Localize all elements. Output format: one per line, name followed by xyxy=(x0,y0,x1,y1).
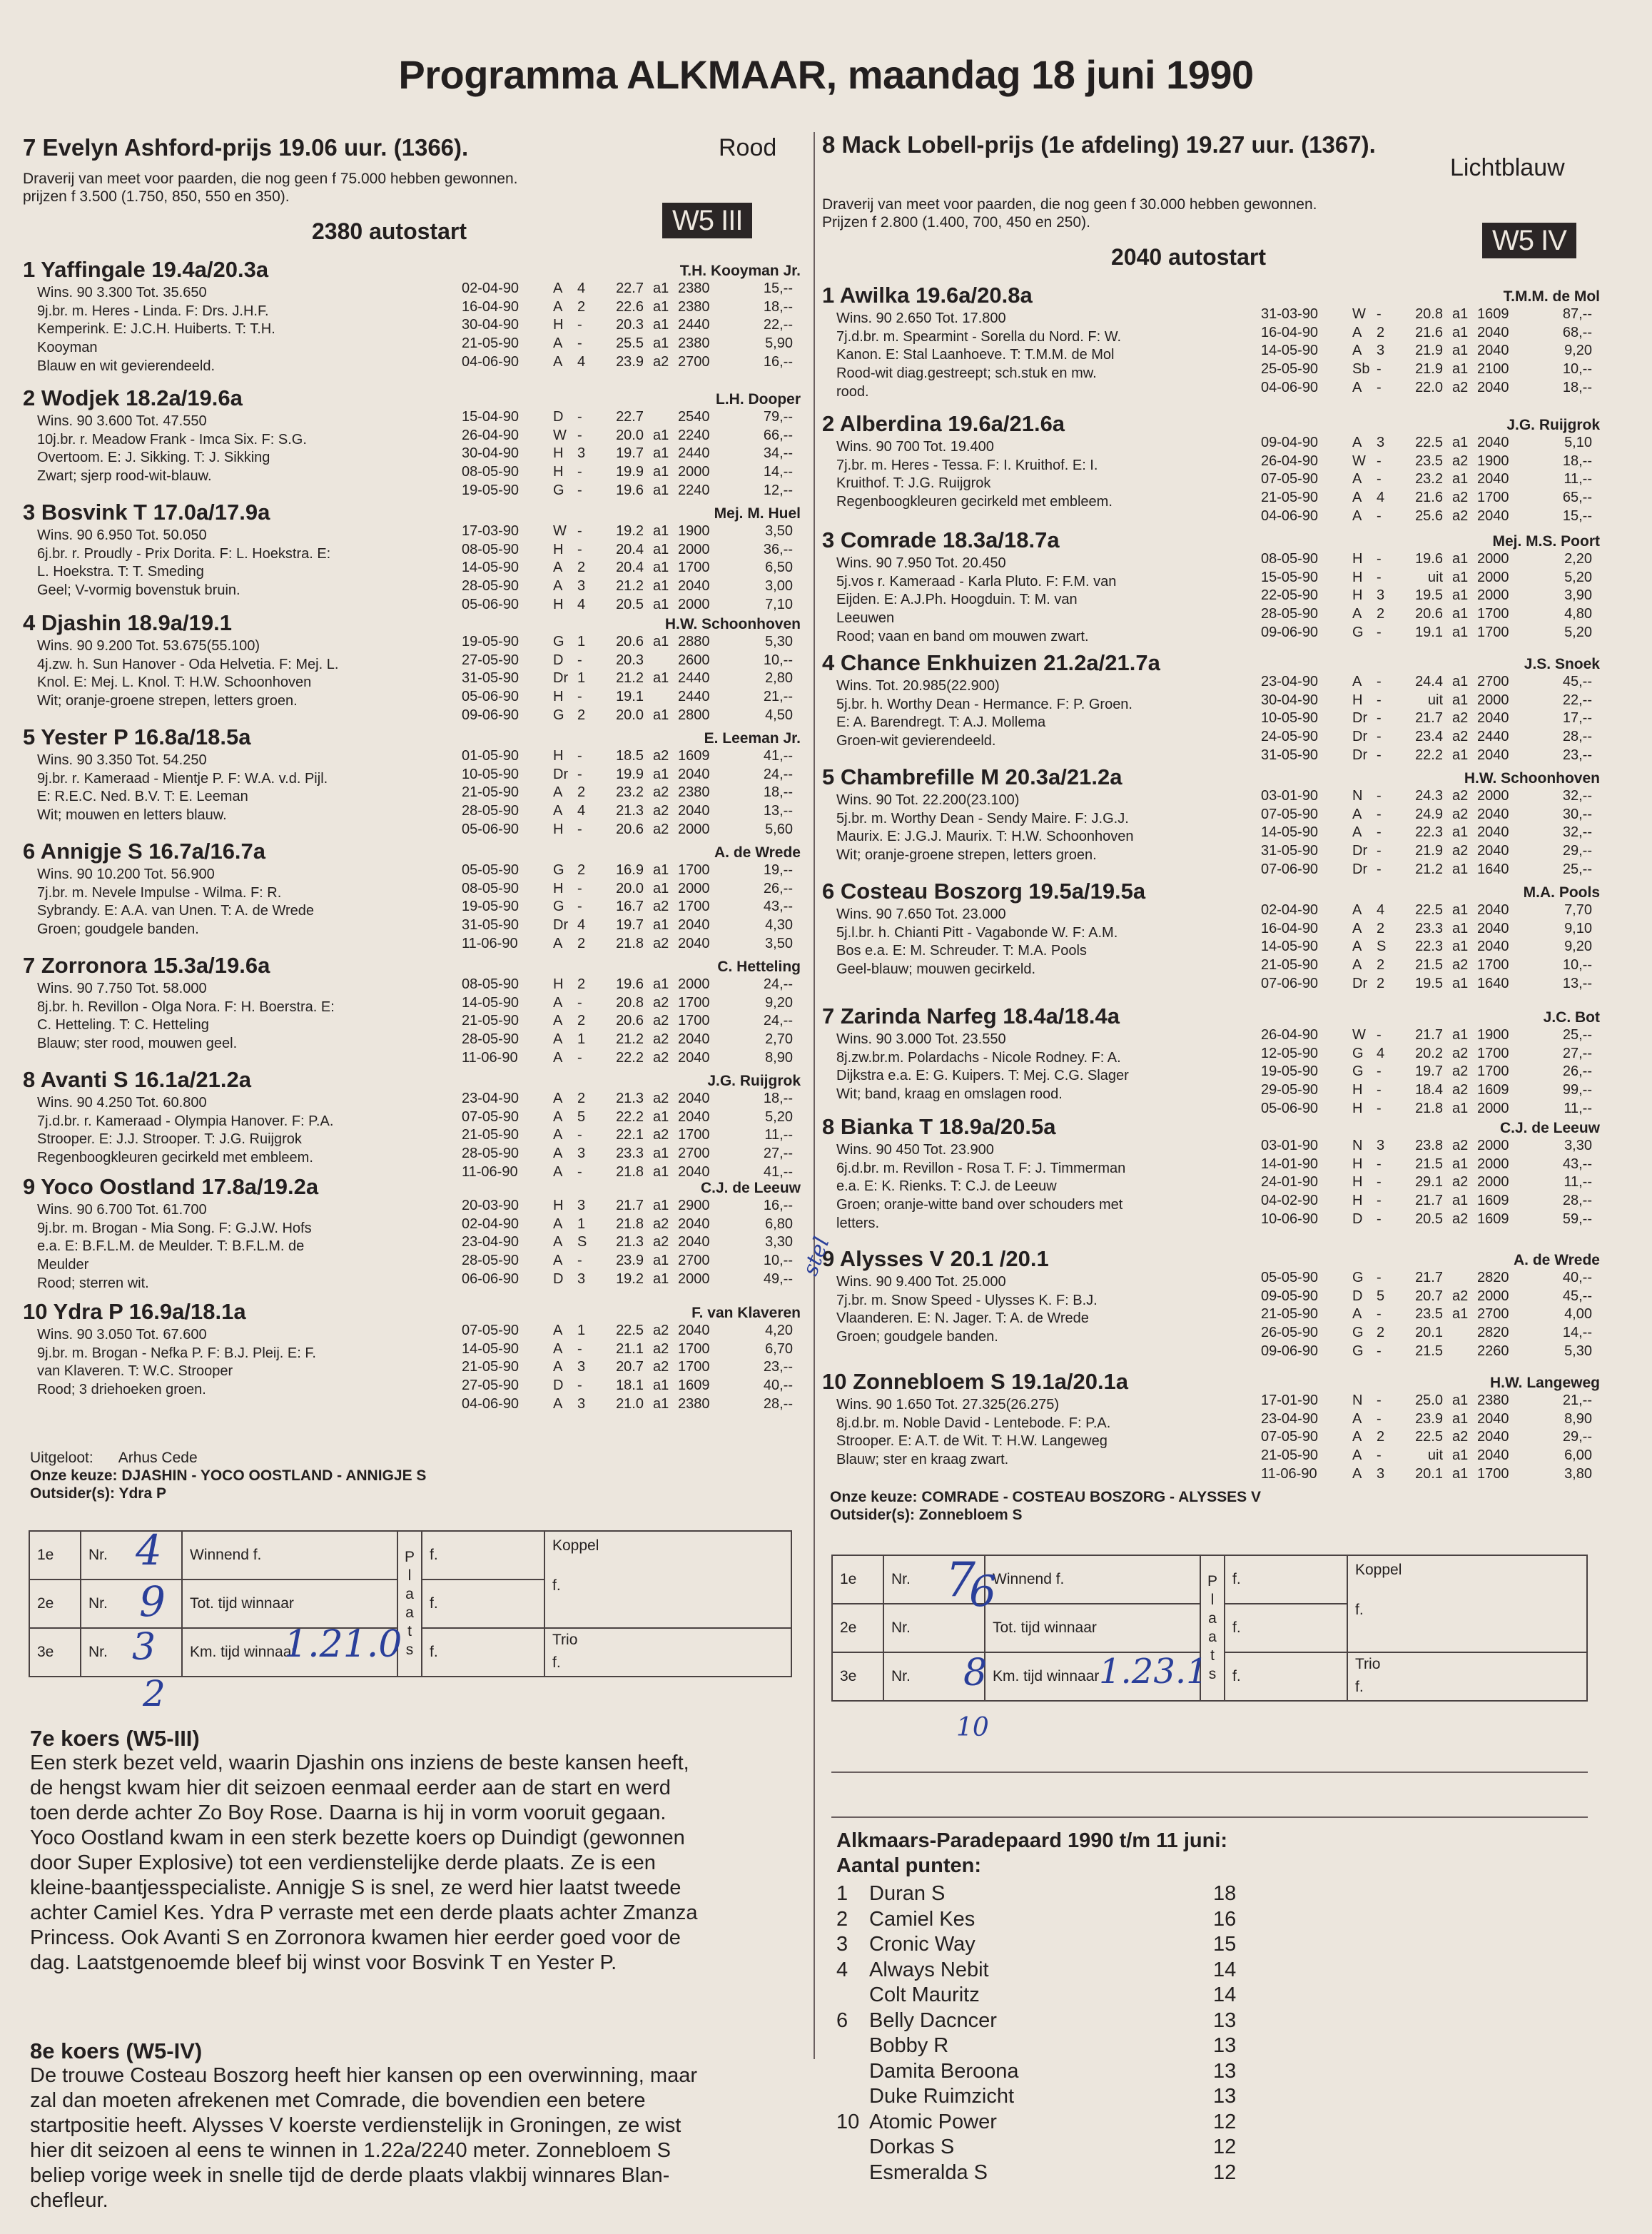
koppel-cell[interactable]: Koppel f. xyxy=(544,1531,791,1628)
handwritten-3rd-race-8: 8 xyxy=(963,1652,988,1694)
koers-8-text: De trouwe Costeau Boszorg heeft hier kansen op een overwinning, maar zal dan moeten afrekenen met Comrade, die bovendien een betere startpositie heeft. Alysses V koerste verdienstelijk in Groningen, ze wist hier dit seizoen al eens te winnen in 1.22a/2240 meter. Zonnebloem S beliep vorige week in snelle tijd de derde plaats vlakbij winnares Blan- chefleur. xyxy=(30,2064,697,2212)
horse-name: 8 Bianka T 18.9a/20.5a xyxy=(822,1114,1056,1139)
parade-rank: 10 xyxy=(836,2110,860,2133)
horse-trainer: J.S. Snoek xyxy=(1524,656,1600,672)
race-distance: 2040 autostart xyxy=(1111,244,1266,270)
parade-rank: 2 xyxy=(836,1907,848,1931)
nr-label[interactable]: Nr. xyxy=(81,1628,182,1677)
race-8-picks xyxy=(830,1488,1261,1524)
horse-details: Wins. 90 700 Tot. 19.400 7j.br. m. Heres - Tessa. F: I. Kruithof. E: I. Kruithof. T: J.G. Ruijgrok Regenboogkleuren gecirkeld met embleem. xyxy=(836,439,1113,510)
horse-entry: 7 Zarinda Narfeg 18.4a/18.4a J.C. Bot Wins. 90 3.000 Tot. 23.550 8j.zw.br.m. Polardachs - Nicole Rodney. F: A. Dijkstra e.a. E: G. Kuipers. T: Mej. C.G. Slager Wit; band, kraag en omslagen rood. 26-04-90 W - 21.7 a1 1900 25,-- 12-05-90 G 4 20.2 a2 1700 27,-- 19-05-90 G - 19.7 a2 1700 26,-- 29-05-90 H - 18.4 a2 1609 99,-- 05-06-90 H - 21.8 a1 2000 11,-- xyxy=(822,1004,1600,1116)
parade-horse-name: Duran S xyxy=(869,1882,946,1905)
parade-rank: 3 xyxy=(836,1933,848,1956)
parade-horse-name: Always Nebit xyxy=(869,1958,989,1981)
parade-horse-name: Atomic Power xyxy=(869,2110,997,2133)
horse-trainer: H.W. Langeweg xyxy=(1489,1375,1600,1391)
outsiders: Outsider(s): Zonnebloem S xyxy=(830,1507,1023,1523)
horse-entry: 10 Zonnebloem S 19.1a/20.1a H.W. Langeweg Wins. 90 1.650 Tot. 27.325(26.275) 8j.d.br. m. Noble David - Lentebode. F: P.A. Strooper. E: A.T. de Wit. T: H.W. Langeweg Blauw; ster en kraag zwart. 17-01-90 N - 25.0 a1 2380 21,-- 23-04-90 A - 23.9 a1 2040 8,90 07-05-90 A 2 22.5 a2 2040 29,-- 21-05-90 A - uit a1 2040 6,00 11-06-90 A 3 20.1 a1 1700 3,80 xyxy=(822,1369,1600,1482)
horse-trainer: F. van Klaveren xyxy=(691,1305,801,1321)
parade-subtitle: Aantal punten: xyxy=(836,1854,981,1877)
horse-trainer: E. Leeman Jr. xyxy=(704,730,801,747)
horse-entry: 9 Yoco Oostland 17.8a/19.2a C.J. de Leeuw Wins. 90 6.700 Tot. 61.700 9j.br. m. Brogan - Mia Song. F: G.J.W. Hofs e.a. E: B.F.L.M. de Meulder. T: B.F.L.M. de Meulder Rood; sterren wit. 20-03-90 H 3 21.7 a1 2900 16,-- 02-04-90 A 1 21.8 a2 2040 6,80 23-04-90 A S 21.3 a2 2040 3,30 28-05-90 A - 23.9 a1 2700 10,-- 06-06-90 D 3 19.2 a1 2000 49,-- xyxy=(23,1174,801,1299)
plaats-label: Plaats xyxy=(1200,1555,1225,1701)
race-class-badge: W5 IV xyxy=(1482,223,1576,258)
horse-name: 6 Annigje S 16.7a/16.7a xyxy=(23,839,266,864)
parade-horse-name: Duke Ruimzicht xyxy=(869,2085,1015,2108)
horse-details: Wins. 90 Tot. 22.200(23.100) 5j.br. m. Worthy Dean - Sendy Maire. F: J.G.J. Maurix. E: J.G.J. Maurix. T: H.W. Schoonhoven Wit; oranje-groene strepen, letters groen. xyxy=(836,792,1134,864)
horse-trainer: J.G. Ruijgrok xyxy=(1506,417,1600,433)
horse-entry: 5 Yester P 16.8a/18.5a E. Leeman Jr. Wins. 90 3.350 Tot. 54.250 9j.br. r. Kameraad - Mientje P. F: W.A. v.d. Pijl. E: R.E.C. Ned. B.V. T: E. Leeman Wit; mouwen en letters blauw. 01-05-90 H - 18.5 a2 1609 41,-- 10-05-90 Dr - 19.9 a1 2040 24,-- 21-05-90 A 2 23.2 a2 2380 18,-- 28-05-90 A 4 21.3 a2 2040 13,-- 05-06-90 H - 20.6 a2 2000 5,60 xyxy=(23,724,801,837)
horse-details: Wins. 90 4.250 Tot. 60.800 7j.d.br. r. Kameraad - Olympia Hanover. F: P.A. Strooper. E: J.J. Strooper. T: J.G. Ruijgrok Regenboogkleuren gecirkeld met embleem. xyxy=(37,1095,334,1166)
horse-name: 4 Djashin 18.9a/19.1 xyxy=(23,610,232,635)
race-color: Rood xyxy=(719,134,777,161)
parade-rank: 4 xyxy=(836,1958,848,1981)
horse-name: 9 Yoco Oostland 17.8a/19.2a xyxy=(23,1174,319,1199)
plaats-f-2[interactable]: f. xyxy=(422,1580,544,1628)
place-1-label: 1e xyxy=(29,1531,81,1580)
horse-details: Wins. 90 450 Tot. 23.900 6j.d.br. m. Revillon - Rosa T. F: J. Timmerman e.a. E: K. Rienks. T: C.J. de Leeuw Groen; oranje-witte band over schouders met letters. xyxy=(836,1142,1126,1231)
horse-trainer: A. de Wrede xyxy=(714,844,801,861)
horse-entry: 6 Annigje S 16.7a/16.7a A. de Wrede Wins. 90 10.200 Tot. 56.900 7j.br. m. Nevele Impulse - Wilma. F: R. Sybrandy. E: A.A. van Unen. T: A. de Wrede Groen; goudgele banden. 05-05-90 G 2 16.9 a1 1700 19,-- 08-05-90 H - 20.0 a1 2000 26,-- 19-05-90 G - 16.7 a2 1700 43,-- 31-05-90 Dr 4 19.7 a1 2040 4,30 11-06-90 A 2 21.8 a2 2040 3,50 xyxy=(23,839,801,951)
page-title: Programma ALKMAAR, maandag 18 juni 1990 xyxy=(398,52,1254,97)
race-conditions: Draverij van meet voor paarden, die nog geen f 75.000 hebben gewonnen. prijzen f 3.500 (1.750, 850, 550 en 350). xyxy=(23,171,518,205)
race-conditions: Draverij van meet voor paarden, die nog geen f 30.000 hebben gewonnen. Prijzen f 2.800 (1.400, 700, 450 en 250). xyxy=(822,196,1317,231)
horse-name: 7 Zarinda Narfeg 18.4a/18.4a xyxy=(822,1004,1120,1028)
parade-points: 12 xyxy=(1213,2136,1237,2158)
horse-name: 5 Chambrefille M 20.3a/21.2a xyxy=(822,764,1123,789)
handwritten-margin-note: stel xyxy=(798,1233,835,1279)
trio-cell[interactable]: Trio f. xyxy=(544,1628,791,1677)
horse-trainer: J.C. Bot xyxy=(1543,1009,1600,1026)
plaats-f-3[interactable]: f. xyxy=(1225,1652,1347,1701)
parade-points: 18 xyxy=(1213,1882,1237,1905)
horse-entry: 10 Ydra P 16.9a/18.1a F. van Klaveren Wins. 90 3.050 Tot. 67.600 9j.br. m. Brogan - Nefka P. F: B.J. Pleij. E: F. van Klaveren. T: W.C. Strooper Rood; 3 driehoeken groen. 07-05-90 A 1 22.5 a2 2040 4,20 14-05-90 A - 21.1 a2 1700 6,70 21-05-90 A 3 20.7 a2 1700 23,-- 27-05-90 D - 18.1 a1 1609 40,-- 04-06-90 A 3 21.0 a1 2380 28,-- xyxy=(23,1299,801,1412)
plaats-label: Plaats xyxy=(397,1531,422,1677)
horse-details: Wins. 90 6.700 Tot. 61.700 9j.br. m. Brogan - Mia Song. F: G.J.W. Hofs e.a. E: B.F.L.M. de Meulder. T: B.F.L.M. de Meulder Rood; sterren wit. xyxy=(37,1202,312,1291)
plaats-f-3[interactable]: f. xyxy=(422,1628,544,1677)
parade-horse-name: Damita Beroona xyxy=(869,2059,1019,2083)
horse-trainer: Mej. M.S. Poort xyxy=(1492,533,1600,550)
horse-name: 1 Yaffingale 19.4a/20.3a xyxy=(23,257,269,282)
horse-details: Wins. Tot. 20.985(22.900) 5j.br. h. Worthy Dean - Hermance. F: P. Groen. E: A. Barendregt. T: A.J. Mollema Groen-wit gevierendeeld. xyxy=(836,678,1132,749)
parade-title: Alkmaars-Paradepaard 1990 t/m 11 juni: xyxy=(836,1829,1228,1852)
result-table-race-8 xyxy=(831,1555,1588,1702)
horse-details: Wins. 90 3.300 Tot. 35.650 9j.br. m. Heres - Linda. F: Drs. J.H.F. Kemperink. E: J.C.H. Huiberts. T: T.H. Kooyman Blauw en wit gevierendeeld. xyxy=(37,285,275,374)
parade-points: 13 xyxy=(1213,2085,1237,2108)
horse-trainer: A. de Wrede xyxy=(1514,1252,1600,1268)
horse-trainer: C. Hetteling xyxy=(717,959,801,975)
parade-horse-name: Esmeralda S xyxy=(869,2160,988,2184)
parade-points: 15 xyxy=(1213,1933,1237,1956)
koers-8-title: 8e koers (W5-IV) xyxy=(30,2038,203,2063)
outsiders: Outsider(s): Ydra P xyxy=(30,1485,166,1502)
winnend-label[interactable]: Winnend f. xyxy=(985,1555,1200,1604)
tot-tijd-label[interactable]: Tot. tijd winnaar xyxy=(182,1580,397,1628)
horse-entry: 6 Costeau Boszorg 19.5a/19.5a M.A. Pools Wins. 90 7.650 Tot. 23.000 5j.l.br. h. Chianti Pitt - Vagabonde W. F: A.M. Bos e.a. E: M. Schreuder. T: M.A. Pools Geel-blauw; mouwen gecirkeld. 02-04-90 A 4 22.5 a1 2040 7,70 16-04-90 A 2 23.3 a1 2040 9,10 14-05-90 A S 22.3 a1 2040 9,20 21-05-90 A 2 21.5 a2 1700 10,-- 07-06-90 Dr 2 19.5 a1 1640 13,-- xyxy=(822,879,1600,991)
race-distance: 2380 autostart xyxy=(312,218,467,244)
horse-entry: 3 Comrade 18.3a/18.7a Mej. M.S. Poort Wins. 90 7.950 Tot. 20.450 5j.vos r. Kameraad - Karla Pluto. F: F.M. van Eijden. E: A.J.Ph. Hoogduin. T: M. van Leeuwen Rood; vaan en band om mouwen zwart. 08-05-90 H - 19.6 a1 2000 2,20 15-05-90 H - uit a1 2000 5,20 22-05-90 H 3 19.5 a1 2000 3,90 28-05-90 A 2 20.6 a1 1700 4,80 09-06-90 G - 19.1 a1 1700 5,20 xyxy=(822,527,1600,650)
handwritten-time-race-8: 1.23.1 xyxy=(1099,1652,1208,1692)
place-3-label: 3e xyxy=(29,1628,81,1677)
horse-details: Wins. 90 1.650 Tot. 27.325(26.275) 8j.d.br. m. Noble David - Lentebode. F: P.A. Strooper. E: A.T. de Wit. T: H.W. Langeweg Blauw; ster en kraag zwart. xyxy=(836,1397,1111,1468)
parade-horse-name: Dorkas S xyxy=(869,2136,955,2158)
tot-tijd-label[interactable]: Tot. tijd winnaar xyxy=(985,1604,1200,1652)
nr-label[interactable]: Nr. xyxy=(883,1652,985,1701)
place-2-label: 2e xyxy=(29,1580,81,1628)
horse-entry: 4 Chance Enkhuizen 21.2a/21.7a J.S. Snoek Wins. Tot. 20.985(22.900) 5j.br. h. Worthy Dean - Hermance. F: P. Groen. E: A. Barendregt. T: A.J. Mollema Groen-wit gevierendeeld. 23-04-90 A - 24.4 a1 2700 45,-- 30-04-90 H - uit a1 2000 22,-- 10-05-90 Dr - 21.7 a2 2040 17,-- 24-05-90 Dr - 23.4 a2 2440 28,-- 31-05-90 Dr - 22.2 a1 2040 23,-- xyxy=(822,650,1600,763)
horse-name: 7 Zorronora 15.3a/19.6a xyxy=(23,953,270,978)
horse-details: Wins. 90 3.000 Tot. 23.550 8j.zw.br.m. Polardachs - Nicole Rodney. F: A. Dijkstra e.a. E: G. Kuipers. T: Mej. C.G. Slager Wit; band, kraag en omslagen rood. xyxy=(836,1031,1129,1103)
parade-horse-name: Bobby R xyxy=(869,2034,949,2057)
parade-rank: 1 xyxy=(836,1882,848,1905)
our-picks: Onze keuze: DJASHIN - YOCO OOSTLAND - ANNIGJE S xyxy=(30,1467,427,1484)
nr-label[interactable]: Nr. xyxy=(883,1604,985,1652)
horse-name: 10 Zonnebloem S 19.1a/20.1a xyxy=(822,1369,1129,1394)
race-8 xyxy=(822,131,1600,1487)
race-7-picks xyxy=(30,1449,426,1502)
horse-trainer: M.A. Pools xyxy=(1523,884,1600,901)
divider-line xyxy=(831,1816,1588,1818)
parade-points: 16 xyxy=(1213,1907,1237,1931)
our-picks: Onze keuze: COMRADE - COSTEAU BOSZORG - ALYSSES V xyxy=(830,1489,1262,1505)
divider-line xyxy=(831,1771,1588,1773)
horse-entry: 1 Awilka 19.6a/20.8a T.M.M. de Mol Wins. 90 2.650 Tot. 17.800 7j.d.br. m. Spearmint - Sorella du Nord. F: W. Kanon. E: Stal Laanhoeve. T: T.M.M. de Mol Rood-wit diag.gestreept; sch.stuk en mw. rood. 31-03-90 W - 20.8 a1 1609 87,-- 16-04-90 A 2 21.6 a1 2040 68,-- 14-05-90 A 3 21.9 a1 2040 9,20 25-05-90 Sb - 21.9 a1 2100 10,-- 04-06-90 A - 22.0 a2 2040 18,-- xyxy=(822,283,1600,411)
place-3-label: 3e xyxy=(832,1652,883,1701)
horse-trainer: Mej. M. Huel xyxy=(714,505,801,522)
trio-cell[interactable]: Trio f. xyxy=(1347,1652,1587,1701)
km-tijd-label[interactable]: Km. tijd winnaar xyxy=(182,1628,397,1677)
handwritten-extra-race-8: 10 xyxy=(956,1713,989,1742)
horse-details: Wins. 90 3.600 Tot. 47.550 10j.br. r. Meadow Frank - Imca Six. F: S.G. Overtoom. E: J. Sikking. T: J. Sikking Zwart; sjerp rood-wit-blauw. xyxy=(37,413,307,485)
horse-name: 8 Avanti S 16.1a/21.2a xyxy=(23,1067,251,1092)
horse-name: 9 Alysses V 20.1 /20.1 xyxy=(822,1246,1049,1271)
plaats-f-1[interactable]: f. xyxy=(422,1531,544,1580)
horse-details: Wins. 90 9.200 Tot. 53.675(55.100) 4j.zw. h. Sun Hanover - Oda Helvetia. F: Mej. L. Knol. E: Mej. L. Knol. T: H.W. Schoonhoven Wit; oranje-groene strepen, letters groen. xyxy=(37,638,339,709)
horse-trainer: H.W. Schoonhoven xyxy=(664,616,801,632)
horse-entry: 2 Wodjek 18.2a/19.6a L.H. Dooper Wins. 90 3.600 Tot. 47.550 10j.br. r. Meadow Frank - Imca Six. F: S.G. Overtoom. E: J. Sikking. T: J. Sikking Zwart; sjerp rood-wit-blauw. 15-04-90 D - 22.7 2540 79,-- 26-04-90 W - 20.0 a1 2240 66,-- 30-04-90 H 3 19.7 a1 2440 34,-- 08-05-90 H - 19.9 a1 2000 14,-- 19-05-90 G - 19.6 a1 2240 12,-- xyxy=(23,385,801,498)
handwritten-2nd-race-7: 9 xyxy=(139,1577,166,1626)
parade-points: 12 xyxy=(1213,2160,1237,2184)
parade-horse-name: Camiel Kes xyxy=(869,1907,976,1931)
horse-entry: 8 Avanti S 16.1a/21.2a J.G. Ruijgrok Wins. 90 4.250 Tot. 60.800 7j.d.br. r. Kameraad - Olympia Hanover. F: P.A. Strooper. E: J.J. Strooper. T: J.G. Ruijgrok Regenboogkleuren gecirkeld met embleem. 23-04-90 A 2 21.3 a2 2040 18,-- 07-05-90 A 5 22.2 a1 2040 5,20 21-05-90 A - 22.1 a2 1700 11,-- 28-05-90 A 3 23.3 a1 2700 27,-- 11-06-90 A - 21.8 a1 2040 41,-- xyxy=(23,1067,801,1180)
place-2-label: 2e xyxy=(832,1604,883,1652)
parade-points: 12 xyxy=(1213,2110,1237,2133)
uitgeloot-label: Uitgeloot: xyxy=(30,1450,93,1466)
horse-entry: 4 Djashin 18.9a/19.1 H.W. Schoonhoven Wins. 90 9.200 Tot. 53.675(55.100) 4j.zw. h. Sun Hanover - Oda Helvetia. F: Mej. L. Knol. E: Mej. L. Knol. T: H.W. Schoonhoven Wit; oranje-groene strepen, letters groen. 19-05-90 G 1 20.6 a1 2880 5,30 27-05-90 D - 20.3 2600 10,-- 31-05-90 Dr 1 21.2 a1 2440 2,80 05-06-90 H - 19.1 2440 21,-- 09-06-90 G 2 20.0 a1 2800 4,50 xyxy=(23,610,801,723)
horse-details: Wins. 90 10.200 Tot. 56.900 7j.br. m. Nevele Impulse - Wilma. F: R. Sybrandy. E: A.A. van Unen. T: A. de Wrede Groen; goudgele banden. xyxy=(37,866,314,938)
horse-details: Wins. 90 9.400 Tot. 25.000 7j.br. m. Snow Speed - Ulysses K. F: B.J. Vlaanderen. E: N. Jager. T: A. de Wrede Groen; goudgele banden. xyxy=(836,1274,1098,1345)
horse-name: 5 Yester P 16.8a/18.5a xyxy=(23,724,251,749)
parade-horse-name: Cronic Way xyxy=(869,1933,976,1956)
horse-details: Wins. 90 2.650 Tot. 17.800 7j.d.br. m. Spearmint - Sorella du Nord. F: W. Kanon. E: Stal Laanhoeve. T: T.M.M. de Mol Rood-wit diag.gestreept; sch.stuk en mw. rood. xyxy=(836,310,1122,400)
race-header: 8 Mack Lobell-prijs (1e afdeling) 19.27 uur. (1367). xyxy=(822,131,1376,158)
place-1-label: 1e xyxy=(832,1555,883,1604)
horse-entry: 8 Bianka T 18.9a/20.5a C.J. de Leeuw Wins. 90 450 Tot. 23.900 6j.d.br. m. Revillon - Rosa T. F: J. Timmerman e.a. E: K. Rienks. T: C.J. de Leeuw Groen; oranje-witte band over schouders met letters. 03-01-90 N 3 23.8 a2 2000 3,30 14-01-90 H - 21.5 a1 2000 43,-- 24-01-90 H - 29.1 a2 2000 11,-- 04-02-90 H - 21.7 a1 1609 28,-- 10-06-90 D - 20.5 a2 1609 59,-- xyxy=(822,1114,1600,1246)
parade-horse-name: Belly Dacncer xyxy=(869,2008,997,2032)
parade-points: 14 xyxy=(1213,1983,1237,2006)
horse-details: Wins. 90 3.050 Tot. 67.600 9j.br. m. Brogan - Nefka P. F: B.J. Pleij. E: F. van Klaveren. T: W.C. Strooper Rood; 3 driehoeken groen. xyxy=(37,1327,316,1398)
koers-7-text: Een sterk bezet veld, waarin Djashin ons inziens de beste kansen heeft, de hengst kwam hier dit seizoen eenmaal eerder aan de start en werd toen derde achter Zo Boy Rose. Daarna is hij in vorm vooruit gegaan. Yoco Oostland kwam in een sterk bezette koers op Duindigt (gewonnen door Super Explosive) tot een verdienstelijke derde plaats. Ze is een kleine-baantjesspecialiste. Annigje S is snel, ze werd hier laatst tweede achter Camiel Kes. Ydra P verraste met een derde plaats achter Zmanza Princess. Ook Avanti S en Zorronora kwamen hier eerder goed voor de dag. Laatstgenoemde bleef bij winst voor Bosvink T en Yester P. xyxy=(30,1752,698,1974)
uitgeloot-value: Arhus Cede xyxy=(118,1450,198,1466)
parade-horse-name: Colt Mauritz xyxy=(869,1983,980,2006)
horse-name: 1 Awilka 19.6a/20.8a xyxy=(822,283,1033,308)
handwritten-extra-race-7: 2 xyxy=(143,1673,166,1714)
horse-details: Wins. 90 7.950 Tot. 20.450 5j.vos r. Kameraad - Karla Pluto. F: F.M. van Eijden. E: A.J.Ph. Hoogduin. T: M. van Leeuwen Rood; vaan en band om mouwen zwart. xyxy=(836,555,1117,645)
winnend-label[interactable]: Winnend f. xyxy=(182,1531,397,1580)
horse-name: 3 Comrade 18.3a/18.7a xyxy=(822,527,1060,552)
handwritten-time-race-7: 1.21.0 xyxy=(284,1623,402,1666)
plaats-f-2[interactable]: f. xyxy=(1225,1604,1347,1652)
horse-trainer: T.M.M. de Mol xyxy=(1503,288,1600,305)
nr-label[interactable]: Nr. xyxy=(883,1555,985,1604)
horse-entry: 7 Zorronora 15.3a/19.6a C. Hetteling Wins. 90 7.750 Tot. 58.000 8j.br. h. Revillon - Olga Nora. F: H. Boerstra. E: C. Hetteling. T: C. Hetteling Blauw; ster rood, mouwen geel. 08-05-90 H 2 19.6 a1 2000 24,-- 14-05-90 A - 20.8 a2 1700 9,20 21-05-90 A 2 20.6 a2 1700 24,-- 28-05-90 A 1 21.2 a2 2040 2,70 11-06-90 A - 22.2 a2 2040 8,90 xyxy=(23,953,801,1066)
horse-trainer: T.H. Kooyman Jr. xyxy=(679,263,801,279)
handwritten-1st-race-8: 7 xyxy=(946,1552,976,1607)
race-7 xyxy=(23,134,801,1490)
koppel-cell[interactable]: Koppel f. xyxy=(1347,1555,1587,1652)
km-tijd-label[interactable]: Km. tijd winnaar xyxy=(985,1652,1200,1701)
race-class-badge: W5 III xyxy=(662,203,752,238)
horse-name: 2 Alberdina 19.6a/21.6a xyxy=(822,411,1065,436)
parade-points: 13 xyxy=(1213,2008,1237,2032)
horse-name: 3 Bosvink T 17.0a/17.9a xyxy=(23,500,270,525)
horse-entry: 1 Yaffingale 19.4a/20.3a T.H. Kooyman Jr. Wins. 90 3.300 Tot. 35.650 9j.br. m. Heres - Linda. F: Drs. J.H.F. Kemperink. E: J.C.H. Huiberts. T: T.H. Kooyman Blauw en wit gevierendeeld. 02-04-90 A 4 22.7 a1 2380 15,-- 16-04-90 A 2 22.6 a1 2380 18,-- 30-04-90 H - 20.3 a1 2440 22,-- 21-05-90 A - 25.5 a1 2380 5,90 04-06-90 A 4 23.9 a2 2700 16,-- xyxy=(23,257,801,385)
horse-entry: 5 Chambrefille M 20.3a/21.2a H.W. Schoonhoven Wins. 90 Tot. 22.200(23.100) 5j.br. m. Worthy Dean - Sendy Maire. F: J.G.J. Maurix. E: J.G.J. Maurix. T: H.W. Schoonhoven Wit; oranje-groene strepen, letters groen. 03-01-90 N - 24.3 a2 2000 32,-- 07-05-90 A - 24.9 a2 2040 30,-- 14-05-90 A - 22.3 a1 2040 32,-- 31-05-90 Dr - 21.9 a2 2040 29,-- 07-06-90 Dr - 21.2 a1 1640 25,-- xyxy=(822,764,1600,877)
handwritten-3rd-race-7: 3 xyxy=(132,1626,156,1669)
horse-details: Wins. 90 7.750 Tot. 58.000 8j.br. h. Revillon - Olga Nora. F: H. Boerstra. E: C. Hetteling. T: C. Hetteling Blauw; ster rood, mouwen geel. xyxy=(37,981,335,1052)
parade-points: 13 xyxy=(1213,2034,1237,2057)
horse-name: 4 Chance Enkhuizen 21.2a/21.7a xyxy=(822,650,1160,675)
horse-trainer: H.W. Schoonhoven xyxy=(1464,770,1600,787)
horse-entry: 9 Alysses V 20.1 /20.1 A. de Wrede Wins. 90 9.400 Tot. 25.000 7j.br. m. Snow Speed - Ulysses K. F: B.J. Vlaanderen. E: N. Jager. T: A. de Wrede Groen; goudgele banden. 05-05-90 G - 21.7 2820 40,-- 09-05-90 D 5 20.7 a2 2000 45,-- 21-05-90 A - 23.5 a1 2700 4,00 26-05-90 G 2 20.1 2820 14,-- 09-06-90 G - 21.5 2260 5,30 xyxy=(822,1246,1600,1359)
horse-details: Wins. 90 3.350 Tot. 54.250 9j.br. r. Kameraad - Mientje P. F: W.A. v.d. Pijl. E: R.E.C. Ned. B.V. T: E. Leeman Wit; mouwen en letters blauw. xyxy=(37,752,328,824)
nr-label[interactable]: Nr. xyxy=(81,1531,182,1580)
nr-label[interactable]: Nr. xyxy=(81,1580,182,1628)
parade-points: 14 xyxy=(1213,1958,1237,1981)
parade-points: 13 xyxy=(1213,2059,1237,2083)
horse-trainer: L.H. Dooper xyxy=(716,391,801,408)
horse-entry: 2 Alberdina 19.6a/21.6a J.G. Ruijgrok Wins. 90 700 Tot. 19.400 7j.br. m. Heres - Tessa. F: I. Kruithof. E: I. Kruithof. T: J.G. Ruijgrok Regenboogkleuren gecirkeld met embleem. 09-04-90 A 3 22.5 a1 2040 5,10 26-04-90 W - 23.5 a2 1900 18,-- 07-05-90 A - 23.2 a1 2040 11,-- 21-05-90 A 4 21.6 a2 1700 65,-- 04-06-90 A - 25.6 a2 2040 15,-- xyxy=(822,411,1600,524)
horse-trainer: C.J. de Leeuw xyxy=(700,1180,801,1196)
plaats-f-1[interactable]: f. xyxy=(1225,1555,1347,1604)
horse-entry: 3 Bosvink T 17.0a/17.9a Mej. M. Huel Wins. 90 6.950 Tot. 50.050 6j.br. r. Proudly - Prix Dorita. F: L. Hoekstra. E: L. Hoekstra. T: T. Smeding Geel; V-vormig bovenstuk bruin. 17-03-90 W - 19.2 a1 1900 3,50 08-05-90 H - 20.4 a1 2000 36,-- 14-05-90 A 2 20.4 a1 1700 6,50 28-05-90 A 3 21.2 a1 2040 3,00 05-06-90 H 4 20.5 a1 2000 7,10 xyxy=(23,500,801,612)
horse-trainer: C.J. de Leeuw xyxy=(1499,1120,1600,1136)
horse-trainer: J.G. Ruijgrok xyxy=(707,1073,801,1089)
column-divider xyxy=(814,132,815,2059)
horse-details: Wins. 90 6.950 Tot. 50.050 6j.br. r. Proudly - Prix Dorita. F: L. Hoekstra. E: L. Hoekstra. T: T. Smeding Geel; V-vormig bovenstuk bruin. xyxy=(37,527,331,599)
race-color: Lichtblauw xyxy=(1450,154,1565,181)
parade-rank: 6 xyxy=(836,2008,848,2032)
race-header: 7 Evelyn Ashford-prijs 19.06 uur. (1366). xyxy=(23,134,469,161)
koers-7-title: 7e koers (W5-III) xyxy=(30,1726,200,1751)
handwritten-1st-alt-race-8: 6 xyxy=(969,1567,997,1617)
horse-name: 2 Wodjek 18.2a/19.6a xyxy=(23,385,243,410)
horse-name: 10 Ydra P 16.9a/18.1a xyxy=(23,1299,246,1324)
horse-name: 6 Costeau Boszorg 19.5a/19.5a xyxy=(822,879,1146,904)
horse-details: Wins. 90 7.650 Tot. 23.000 5j.l.br. h. Chianti Pitt - Vagabonde W. F: A.M. Bos e.a. E: M. Schreuder. T: M.A. Pools Geel-blauw; mouwen gecirkeld. xyxy=(836,906,1118,978)
handwritten-1st-race-7: 4 xyxy=(136,1526,162,1575)
